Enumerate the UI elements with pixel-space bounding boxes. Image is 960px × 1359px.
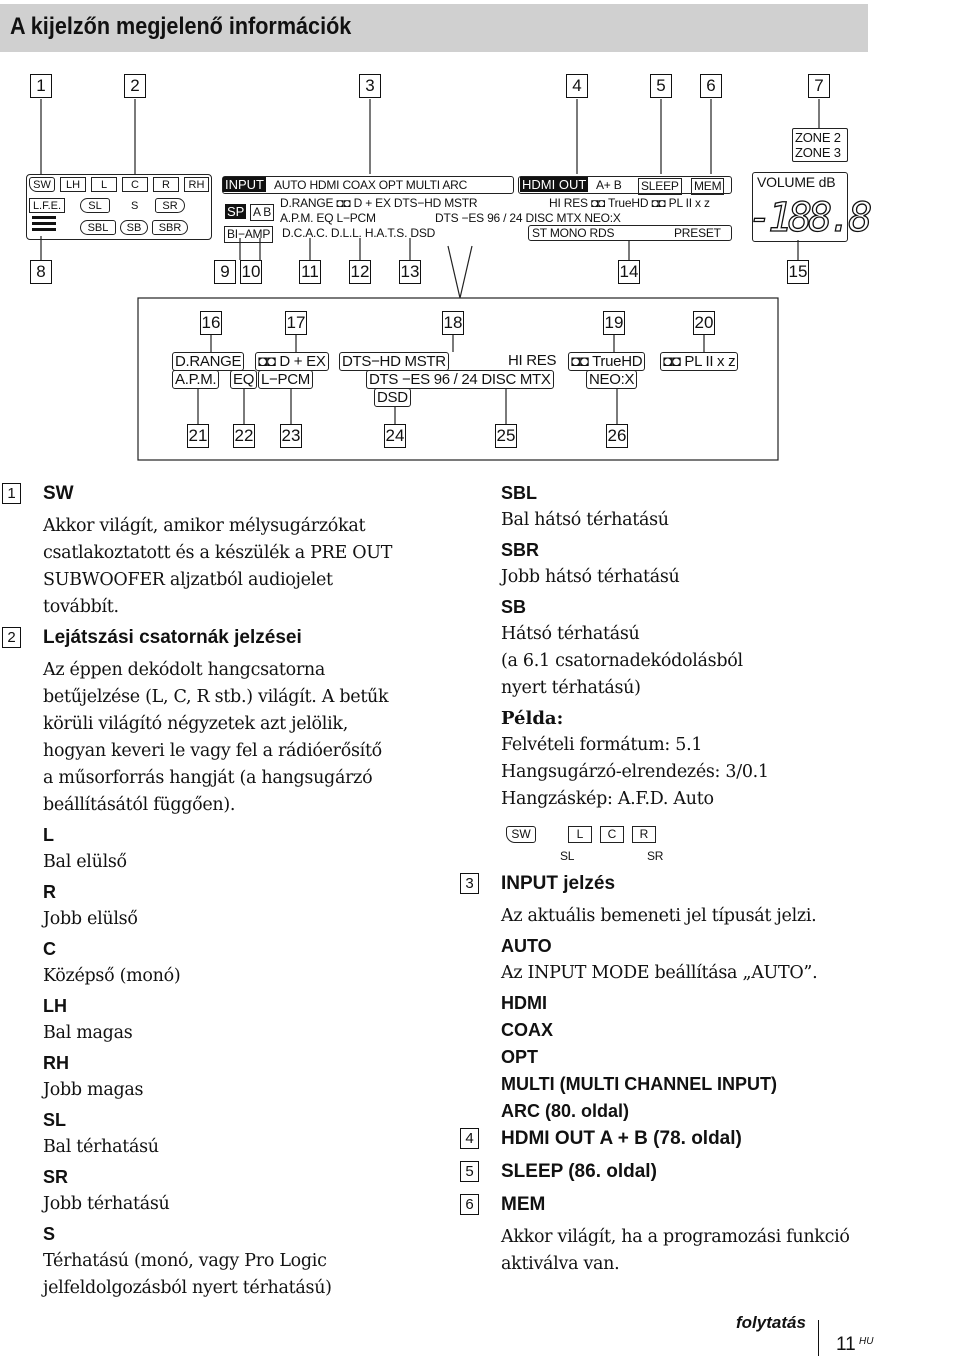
st-mono-rds: ST MONO RDS — [532, 226, 615, 240]
input-indicator: INPUT — [225, 177, 264, 192]
term-heading: SL — [43, 1110, 67, 1130]
display-row3: D.C.A.C. D.L.L. H.A.T.S. DSD — [282, 226, 436, 240]
section-marker: 3 — [460, 873, 479, 894]
term-heading: MULTI (MULTI CHANNEL INPUT) — [501, 1074, 777, 1094]
body-text-line: jelfeldolgozásból nyert térhatású) — [43, 1278, 332, 1298]
callout-10: 10 — [240, 260, 262, 284]
bi-amp-indicator: BI−AMP — [224, 226, 273, 243]
display-row2-a: A.P.M. EQ L−PCM — [280, 211, 376, 225]
callout-3: 3 — [359, 74, 381, 98]
callout-25: 25 — [495, 424, 517, 448]
channel-r: R — [153, 177, 179, 192]
callout-2: 2 — [124, 74, 146, 98]
callout-1: 1 — [30, 74, 52, 98]
body-text-line: hogyan keveri le vagy fel a rádióerősítő — [43, 741, 382, 761]
channel-lh: LH — [60, 177, 86, 192]
example-sw: SW — [506, 826, 536, 843]
callout-24: 24 — [384, 424, 406, 448]
term-heading: HDMI — [501, 993, 547, 1013]
body-text-line: Bal térhatású — [43, 1137, 159, 1157]
display-row1-a: D.RANGE ◘◘ D + EX DTS−HD MSTR — [280, 196, 478, 210]
zoom-d-range: D.RANGE — [172, 352, 244, 371]
term-heading: OPT — [501, 1047, 539, 1067]
section-marker: 6 — [460, 1194, 479, 1215]
term-heading: Példa: — [501, 708, 564, 729]
section-marker: 2 — [2, 627, 21, 648]
body-text-line: Akkor világít, amikor mélysugárzókat — [43, 516, 366, 536]
volume-digits: -188.8 — [748, 195, 869, 241]
term-heading: C — [43, 939, 56, 959]
body-text-line: Bal magas — [43, 1023, 133, 1043]
body-text-line: Akkor világít, ha a programozási funkció — [501, 1227, 850, 1247]
term-heading: COAX — [501, 1020, 554, 1040]
callout-17: 17 — [285, 311, 307, 335]
term-heading: R — [43, 882, 56, 902]
page-title: A kijelzőn megjelenő információk — [10, 13, 352, 40]
example-l: L — [568, 826, 592, 843]
callout-20: 20 — [693, 311, 715, 335]
section-heading: MEM — [501, 1194, 546, 1215]
channel-sbr: SBR — [152, 220, 188, 235]
example-c: C — [600, 826, 624, 843]
example-sr: SR — [647, 849, 664, 863]
example-r: R — [632, 826, 656, 843]
callout-14: 14 — [618, 260, 640, 284]
zoom-truehd: ◘◘ TrueHD — [568, 352, 645, 371]
callout-8: 8 — [30, 260, 52, 284]
channel-s: S — [131, 200, 139, 212]
body-text-line: Az INPUT MODE beállítása „AUTO”. — [501, 963, 818, 983]
body-text-line: Az éppen dekódolt hangcsatorna — [43, 660, 326, 680]
channel-sl: SL — [80, 198, 110, 213]
body-text-line: körüli világító négyzetek azt jelölik, — [43, 714, 348, 734]
a-plus-b-indicator: A+ B — [596, 178, 622, 192]
callout-7: 7 — [808, 74, 830, 98]
display-row1-b: HI RES ◘◘ TrueHD ◘◘ PL II x z — [549, 196, 710, 210]
menu-bars-icon — [32, 216, 56, 234]
body-text-line: nyert térhatású) — [501, 678, 641, 698]
body-text-line: továbbít. — [43, 597, 119, 617]
zoom-eq: EQ — [230, 370, 257, 389]
zoom-dsd: DSD — [374, 388, 411, 407]
channel-c: C — [122, 177, 148, 192]
zone2-indicator: ZONE 2 — [795, 130, 841, 145]
section-marker: 5 — [460, 1161, 479, 1182]
zoom-lpcm: L−PCM — [258, 370, 313, 389]
hdmi-out-indicator: HDMI OUT — [522, 177, 587, 192]
callout-5: 5 — [650, 74, 672, 98]
term-heading: SR — [43, 1167, 69, 1187]
term-heading: ARC (80. oldal) — [501, 1101, 630, 1121]
callout-21: 21 — [187, 424, 209, 448]
callout-13: 13 — [399, 260, 421, 284]
callout-26: 26 — [606, 424, 628, 448]
callout-9: 9 — [214, 260, 236, 284]
zoom-dts-hd-mstr: DTS−HD MSTR — [339, 352, 449, 371]
callout-15: 15 — [787, 260, 809, 284]
body-text-line: Jobb magas — [43, 1080, 144, 1100]
channel-sr: SR — [155, 198, 185, 213]
volume-label: VOLUME dB — [757, 174, 836, 190]
callout-18: 18 — [442, 311, 464, 335]
term-heading: SBL — [501, 483, 537, 503]
example-sl: SL — [560, 849, 575, 863]
display-row2-b: DTS −ES 96 / 24 DISC MTX NEO:X — [435, 211, 621, 225]
section-marker: 4 — [460, 1128, 479, 1149]
callout-22: 22 — [233, 424, 255, 448]
section-heading: SLEEP (86. oldal) — [501, 1161, 657, 1182]
ab-indicator: A B — [250, 204, 274, 221]
callout-23: 23 — [280, 424, 302, 448]
section-marker: 1 — [2, 483, 21, 504]
mem-indicator: MEM — [691, 178, 724, 195]
footer-divider — [818, 1320, 819, 1356]
input-modes: AUTO HDMI COAX OPT MULTI ARC — [274, 178, 468, 192]
zoom-d-ex: ◘◘ D + EX — [255, 352, 329, 371]
zoom-dts-es: DTS −ES 96 / 24 DISC MTX — [366, 370, 554, 389]
callout-11: 11 — [299, 260, 321, 284]
term-heading: LH — [43, 996, 67, 1016]
sp-indicator: SP — [227, 204, 245, 219]
term-heading: S — [43, 1224, 56, 1244]
term-heading: AUTO — [501, 936, 552, 956]
page-lang: HU — [859, 1336, 874, 1347]
body-text-line: Jobb hátsó térhatású — [501, 567, 680, 587]
channel-lfe: L.F.E. — [29, 198, 65, 213]
body-text-line: Jobb elülső — [43, 909, 138, 929]
page-number: 11 — [836, 1334, 856, 1355]
body-text-line: Hátsó térhatású — [501, 624, 640, 644]
channel-rh: RH — [184, 177, 209, 192]
body-text-line: betűjelzése (L, C, R stb.) világít. A betűk — [43, 687, 389, 707]
zoom-hi-res: HI RES — [508, 352, 557, 369]
body-text-line: Középső (monó) — [43, 966, 181, 986]
channel-sw: SW — [29, 177, 55, 192]
zoom-apm: A.P.M. — [172, 370, 219, 389]
term-heading: SB — [501, 597, 527, 617]
channel-sbl: SBL — [80, 220, 116, 235]
section-heading: HDMI OUT A + B (78. oldal) — [501, 1128, 742, 1149]
body-text-line: csatlakoztatott és a készülék a PRE OUT — [43, 543, 393, 563]
zoom-pl-ii: ◘◘ PL II x z — [660, 352, 738, 371]
body-text-line: Felvételi formátum: 5.1 — [501, 735, 703, 755]
body-text-line: SUBWOOFER aljzatból audiojelet — [43, 570, 333, 590]
body-text-line: Hangsugárzó-elrendezés: 3/0.1 — [501, 762, 769, 782]
channel-sb: SB — [120, 220, 148, 235]
body-text-line: a műsorforrás hangját (a hangsugárzó — [43, 768, 373, 788]
body-text-line: Bal hátsó térhatású — [501, 510, 669, 530]
channel-l: L — [91, 177, 117, 192]
section-heading: INPUT jelzés — [501, 873, 616, 894]
zone3-indicator: ZONE 3 — [795, 145, 841, 160]
callout-16: 16 — [200, 311, 222, 335]
callout-6: 6 — [700, 74, 722, 98]
zoom-neo-x: NEO:X — [586, 370, 637, 389]
term-heading: RH — [43, 1053, 69, 1073]
body-text-line: beállításától függően). — [43, 795, 236, 815]
body-text-line: Bal elülső — [43, 852, 127, 872]
sleep-indicator: SLEEP — [638, 178, 682, 195]
term-heading: SBR — [501, 540, 540, 560]
body-text-line: Térhatású (monó, vagy Pro Logic — [43, 1251, 327, 1271]
body-text-line: Jobb térhatású — [43, 1194, 170, 1214]
example-diagram — [500, 826, 680, 868]
term-heading: L — [43, 825, 54, 845]
section-heading: Lejátszási csatornák jelzései — [43, 627, 302, 648]
section-heading: SW — [43, 483, 74, 504]
callout-4: 4 — [566, 74, 588, 98]
body-text-line: aktiválva van. — [501, 1254, 620, 1274]
body-text-line: Hangzáskép: A.F.D. Auto — [501, 789, 714, 809]
body-text-line: (a 6.1 csatornadekódolásból — [501, 651, 743, 671]
continued-label: folytatás — [736, 1313, 806, 1332]
callout-12: 12 — [349, 260, 371, 284]
body-text-line: Az aktuális bemeneti jel típusát jelzi. — [501, 906, 817, 926]
callout-19: 19 — [603, 311, 625, 335]
preset-indicator: PRESET — [674, 226, 721, 240]
